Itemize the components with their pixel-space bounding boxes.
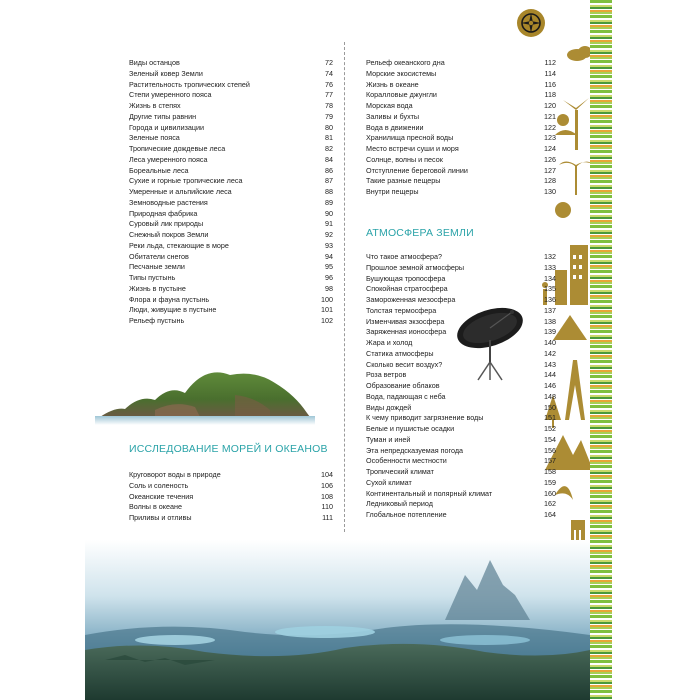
toc-entry-title: Отступление береговой линии	[366, 165, 468, 175]
toc-entry-title: Толстая термосфера	[366, 305, 437, 315]
toc-entry	[129, 101, 333, 112]
toc-entry-title: Хранилища пресной воды	[366, 133, 454, 143]
toc-entry	[366, 403, 556, 414]
toc-entry-title: К чему приводит загрязнение воды	[366, 413, 484, 423]
toc-entry-page: 94	[325, 251, 333, 261]
toc-entry	[129, 219, 333, 230]
toc-entry-title: Особенности местности	[366, 456, 447, 466]
toc-entry	[129, 176, 333, 187]
toc-entry-page: 158	[544, 467, 556, 476]
toc-entry-page: 90	[325, 208, 333, 218]
toc-entry-title: Люди, живущие в пустыне	[129, 305, 217, 315]
toc-entry	[129, 144, 333, 155]
toc-entry-page: 102	[321, 316, 333, 325]
toc-entry-page: 156	[544, 445, 556, 455]
toc-entry-page: 120	[544, 101, 556, 110]
toc-entry-page: 143	[544, 359, 556, 369]
toc-entry-page: 126	[544, 154, 556, 164]
toc-entry-page: 87	[325, 176, 333, 186]
toc-entry-page: 104	[321, 470, 333, 479]
toc-entry-title: Коралловые джунгли	[366, 90, 437, 100]
toc-entry-title: Морские экосистемы	[366, 68, 437, 78]
toc-entry-page: 88	[325, 187, 333, 196]
toc-entry-page: 74	[325, 68, 333, 78]
toc-entry-page: 136	[544, 295, 556, 304]
toc-entry	[366, 101, 556, 112]
toc-entry	[129, 230, 333, 241]
toc-entry-title: Вода, падающая с неба	[366, 391, 446, 401]
toc-entry-title: Прошлое земной атмосферы	[366, 262, 465, 272]
toc-entry	[366, 499, 556, 510]
toc-entry-title: Жизнь в степях	[129, 101, 181, 110]
toc-entry	[129, 209, 333, 220]
toc-entry	[366, 446, 556, 457]
toc-entry	[366, 510, 556, 521]
toc-entry-title: Суровый лик природы	[129, 219, 204, 229]
toc-entry	[129, 295, 333, 306]
toc-entry-title: Внутри пещеры	[366, 187, 419, 196]
toc-entry-title: Умеренные и альпийские леса	[129, 187, 232, 196]
toc-entry	[129, 305, 333, 316]
toc-entry-page: 81	[325, 133, 333, 143]
toc-entry-title: Что такое атмосфера?	[366, 252, 442, 261]
toc-entry-page: 162	[544, 499, 556, 509]
toc-entry-title: Белые и пушистые осадки	[366, 424, 455, 433]
section-heading-atmosphere: АТМОСФЕРА ЗЕМЛИ	[366, 227, 474, 239]
toc-entry-title: Глобальное потепление	[366, 510, 447, 519]
toc-entry	[129, 198, 333, 209]
toc-entry	[366, 187, 556, 198]
toc-entry-page: 134	[544, 273, 556, 283]
toc-entry-page: 144	[544, 370, 556, 380]
toc-entry	[366, 478, 556, 489]
toc-entry	[129, 69, 333, 80]
toc-entry	[129, 316, 333, 327]
toc-entry	[366, 456, 556, 467]
toc-entry-title: Соль и соленость	[129, 480, 189, 490]
toc-entry-page: 72	[325, 58, 333, 67]
toc-entry-title: Тропический климат	[366, 467, 434, 476]
toc-entry-title: Реки льда, стекающие в море	[129, 240, 229, 250]
toc-entry	[129, 155, 333, 166]
toc-column-right	[366, 58, 556, 198]
toc-entry	[366, 80, 556, 91]
toc-entry-title: Эта непредсказуемая погода	[366, 445, 464, 455]
toc-entry	[129, 481, 333, 492]
toc-entry-page: 101	[321, 305, 333, 315]
toc-entry	[366, 392, 556, 403]
toc-entry	[366, 413, 556, 424]
toc-entry	[366, 176, 556, 187]
toc-entry	[129, 273, 333, 284]
toc-entry-page: 114	[544, 68, 556, 78]
toc-entry-title: Замороженная мезосфера	[366, 295, 456, 304]
toc-entry-page: 142	[544, 348, 556, 358]
toc-entry	[129, 513, 333, 524]
toc-entry-page: 80	[325, 122, 333, 132]
toc-entry-title: Такие разные пещеры	[366, 176, 441, 186]
toc-entry-title: Вода в движении	[366, 122, 424, 132]
toc-entry-title: Жизнь в пустыне	[129, 283, 186, 293]
toc-entry	[129, 284, 333, 295]
toc-entry-title: Изменчивая экзосфера	[366, 316, 445, 326]
toc-entry-title: Сколько весит воздух?	[366, 359, 443, 369]
toc-entry-page: 112	[544, 58, 556, 67]
toc-entry	[129, 187, 333, 198]
right-margin	[612, 0, 700, 700]
toc-entry-title: Образование облаков	[366, 381, 440, 390]
toc-section-atmosphere	[366, 252, 556, 521]
toc-entry-page: 154	[544, 434, 556, 444]
toc-entry-page: 160	[544, 488, 556, 498]
toc-entry-title: Земноводные растения	[129, 197, 208, 207]
toc-entry-title: Рельеф пустынь	[129, 316, 185, 325]
toc-entry-title: Статика атмосферы	[366, 348, 434, 358]
column-divider	[344, 42, 345, 532]
toc-entry	[129, 123, 333, 134]
toc-entry-page: 77	[325, 90, 333, 100]
toc-entry	[366, 69, 556, 80]
toc-entry	[366, 435, 556, 446]
toc-entry	[129, 112, 333, 123]
toc-entry-title: Морская вода	[366, 101, 413, 110]
toc-entry-page: 157	[544, 456, 556, 466]
toc-entry	[366, 133, 556, 144]
toc-entry-page: 127	[544, 165, 556, 175]
toc-entry-title: Приливы и отливы	[129, 513, 192, 522]
toc-entry	[366, 90, 556, 101]
toc-entry-page: 159	[544, 477, 556, 487]
toc-entry-page: 89	[325, 197, 333, 207]
toc-entry-page: 138	[544, 316, 556, 326]
toc-entry	[129, 492, 333, 503]
toc-entry-page: 140	[544, 338, 556, 347]
left-margin	[0, 0, 85, 700]
toc-entry-title: Рельеф океанского дна	[366, 58, 445, 67]
toc-entry-title: Заряженная ионосфера	[366, 327, 447, 337]
toc-entry-title: Континентальный и полярный климат	[366, 488, 493, 498]
toc-entry-title: Бушующая тропосфера	[366, 273, 446, 283]
toc-entry-page: 106	[321, 480, 333, 490]
toc-entry-title: Жизнь в океане	[366, 79, 419, 89]
toc-entry-title: Другие типы равнин	[129, 111, 197, 121]
toc-entry-page: 108	[321, 491, 333, 501]
toc-entry-page: 100	[321, 294, 333, 304]
toc-entry-page: 79	[325, 111, 333, 121]
toc-entry-title: Зеленый ковер Земли	[129, 68, 203, 78]
toc-entry-page: 121	[544, 111, 556, 121]
toc-entry-title: Виды останцов	[129, 58, 180, 67]
toc-entry-page: 111	[322, 513, 333, 522]
toc-entry-title: Туман и иней	[366, 434, 411, 444]
toc-entry-title: Тропические дождевые леса	[129, 144, 226, 153]
toc-column-left	[129, 58, 333, 327]
toc-entry	[366, 489, 556, 500]
toc-entry	[366, 263, 556, 274]
decorative-stripe-band	[590, 0, 612, 700]
toc-entry	[366, 144, 556, 155]
toc-entry-title: Бореальные леса	[129, 165, 189, 175]
toc-entry-title: Роза ветров	[366, 370, 407, 380]
toc-entry	[366, 123, 556, 134]
toc-entry-page: 93	[325, 240, 333, 250]
toc-entry-page: 150	[544, 402, 556, 412]
toc-entry-title: Ледниковый период	[366, 499, 433, 509]
toc-entry-title: Зеленые пояса	[129, 133, 180, 143]
toc-entry-title: Волны в океане	[129, 502, 182, 512]
toc-entry-page: 95	[325, 262, 333, 272]
toc-entry-title: Круговорот воды в природе	[129, 470, 221, 479]
toc-entry-title: Спокойная стратосфера	[366, 284, 448, 294]
toc-entry-page: 146	[544, 381, 556, 390]
toc-entry	[366, 467, 556, 478]
toc-entry-page: 135	[544, 284, 556, 294]
toc-entry-page: 132	[544, 252, 556, 261]
toc-entry-page: 148	[544, 391, 556, 401]
toc-entry-page: 96	[325, 273, 333, 282]
toc-entry-page: 124	[544, 144, 556, 153]
toc-entry-title: Жара и холод	[366, 338, 413, 347]
toc-entry	[129, 58, 333, 69]
toc-entry-title: Место встречи суши и моря	[366, 144, 459, 153]
toc-entry	[366, 252, 556, 263]
toc-entry	[129, 90, 333, 101]
toc-entry-page: 110	[321, 502, 333, 512]
toc-entry-title: Песчаные земли	[129, 262, 185, 272]
toc-entry-title: Города и цивилизации	[129, 122, 205, 132]
landscape-illustration	[85, 540, 590, 700]
toc-section-seas	[129, 470, 333, 524]
toc-entry-title: Сухой климат	[366, 477, 412, 487]
toc-entry-page: 84	[325, 154, 333, 164]
toc-entry	[129, 241, 333, 252]
toc-entry-title: Виды дождей	[366, 402, 412, 412]
toc-entry	[366, 58, 556, 69]
toc-entry	[366, 166, 556, 177]
toc-entry	[129, 80, 333, 91]
toc-entry-title: Заливы и бухты	[366, 111, 420, 121]
toc-entry-title: Растительность тропических степей	[129, 79, 250, 89]
toc-entry-page: 130	[544, 187, 556, 196]
toc-entry-page: 139	[544, 327, 556, 337]
toc-entry	[129, 262, 333, 273]
toc-entry-page: 128	[544, 176, 556, 186]
toc-entry-title: Флора и фауна пустынь	[129, 294, 210, 304]
toc-entry-page: 151	[544, 413, 556, 423]
toc-entry	[129, 252, 333, 263]
toc-entry-page: 164	[544, 510, 556, 519]
toc-entry-page: 82	[325, 144, 333, 153]
toc-entry-title: Природная фабрика	[129, 208, 198, 218]
toc-entry	[129, 133, 333, 144]
toc-entry-title: Обитатели снегов	[129, 251, 189, 261]
toc-entry	[366, 155, 556, 166]
toc-entry-title: Океанские течения	[129, 491, 194, 501]
toc-entry-page: 76	[325, 79, 333, 89]
toc-entry-title: Леса умеренного пояса	[129, 154, 208, 164]
toc-entry-title: Степи умеренного пояса	[129, 90, 212, 100]
toc-entry-page: 78	[325, 101, 333, 110]
toc-entry	[366, 424, 556, 435]
satellite-dish-illustration	[452, 300, 532, 385]
toc-entry-title: Солнце, волны и песок	[366, 154, 443, 164]
toc-entry	[366, 112, 556, 123]
toc-entry-page: 122	[544, 122, 556, 132]
compass-emblem-icon	[516, 8, 546, 38]
island-illustration	[95, 355, 315, 425]
section-heading-seas: ИССЛЕДОВАНИЕ МОРЕЙ И ОКЕАНОВ	[129, 443, 328, 455]
toc-entry	[366, 284, 556, 295]
toc-entry-title: Типы пустынь	[129, 273, 176, 282]
toc-entry	[129, 502, 333, 513]
toc-entry	[129, 470, 333, 481]
toc-entry-page: 116	[544, 79, 556, 89]
toc-entry-page: 92	[325, 230, 333, 239]
toc-entry-title: Снежный покров Земли	[129, 230, 209, 239]
toc-entry-page: 123	[544, 133, 556, 143]
toc-entry-page: 133	[544, 262, 556, 272]
toc-entry-page: 118	[544, 90, 556, 100]
toc-entry-title: Сухие и горные тропические леса	[129, 176, 243, 186]
toc-entry-page: 98	[325, 283, 333, 293]
toc-entry-page: 91	[325, 219, 333, 229]
toc-entry-page: 137	[544, 305, 556, 315]
toc-entry	[366, 274, 556, 285]
toc-entry-page: 152	[544, 424, 556, 433]
toc-entry-page: 86	[325, 165, 333, 175]
toc-entry	[129, 166, 333, 177]
